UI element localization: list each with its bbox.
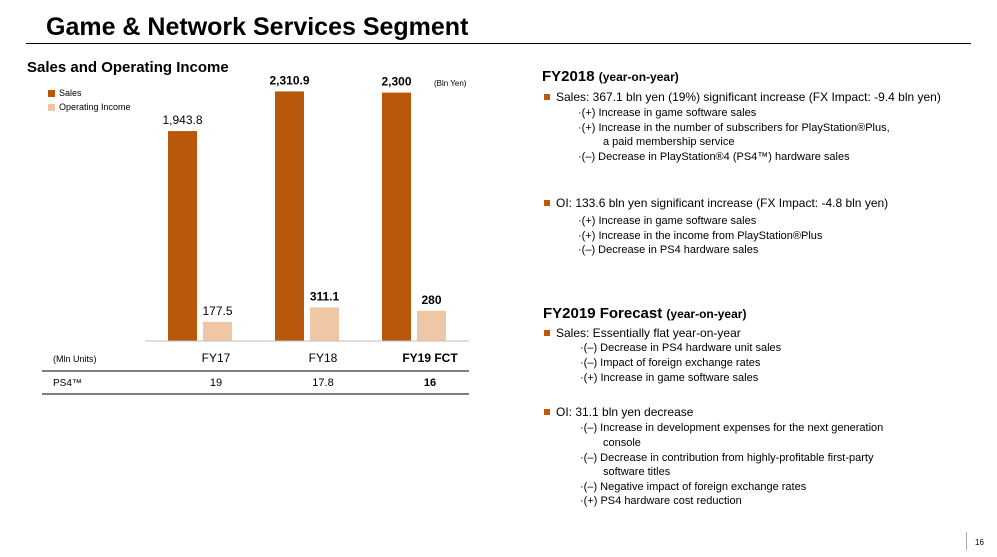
table-unit-label: (Mln Units) <box>53 354 97 364</box>
fy2018-sales-text: Sales: 367.1 bln yen (19%) significant increase (FX Impact: -9.4 bln yen) <box>556 90 941 104</box>
fy2019-oi-item: ·(–) Negative impact of foreign exchange rates <box>580 481 807 493</box>
fy2018-sales-item: a paid membership service <box>603 136 735 148</box>
category-label-0: FY17 <box>201 351 231 365</box>
page-number-divider <box>966 532 967 550</box>
fy2019-oi-text: OI: 31.1 bln yen decrease <box>556 405 694 419</box>
bullet-marker <box>544 200 550 206</box>
sales-bar-0 <box>168 131 197 341</box>
fy2018-oi-text: OI: 133.6 bln yen significant increase (FX Impact: -4.8 bln yen) <box>556 196 889 210</box>
category-label-2: FY19 FCT <box>402 351 458 365</box>
page-title: Game & Network Services Segment <box>46 13 469 41</box>
bullet-marker <box>544 94 550 100</box>
fy2019-sales-item: ·(–) Decrease in PS4 hardware unit sales <box>580 342 782 354</box>
fy2018-oi-item: ·(+) Increase in game software sales <box>578 215 757 227</box>
bullet-marker <box>544 409 550 415</box>
page-number: 16 <box>975 538 984 547</box>
fy2019-suffix: (year-on-year) <box>666 307 747 321</box>
oi-value-label-2: 280 <box>421 292 442 307</box>
fy2019-oi-bullet <box>544 405 693 419</box>
sales-bar-2 <box>382 93 411 341</box>
fy2019-sales-bullet <box>544 326 741 340</box>
sales-bar-1 <box>275 91 304 341</box>
fy2018-sales-item: ·(+) Increase in game software sales <box>578 107 757 119</box>
sales-value-label-2: 2,300 <box>381 74 412 89</box>
fy2019-oi-item: ·(+) PS4 hardware cost reduction <box>580 495 742 507</box>
fy2018-oi-item: ·(–) Decrease in PS4 hardware sales <box>578 244 759 256</box>
legend-label-sales: Sales <box>59 88 82 98</box>
fy2018-oi-item: ·(+) Increase in the income from PlayStation®Plus <box>578 230 823 242</box>
table-value-0: 19 <box>209 377 223 389</box>
oi-value-label-0: 177.5 <box>202 303 233 318</box>
sales-value-label-0: 1,943.8 <box>162 113 203 128</box>
unit-label: (Bln Yen) <box>434 79 467 88</box>
fy2019-header <box>543 305 746 322</box>
sales-value-label-1: 2,310.9 <box>269 73 310 88</box>
fy2019-oi-item: software titles <box>603 466 671 478</box>
bullet-marker <box>544 330 550 336</box>
fy2018-oi-bullet <box>544 196 888 210</box>
fy2018-sales-bullet <box>544 90 941 104</box>
fy2019-oi-item: console <box>603 437 641 449</box>
fy2019-sales-item: ·(+) Increase in game software sales <box>580 372 759 384</box>
fy2019-oi-item: ·(–) Decrease in contribution from highly-profitable first-party <box>580 452 874 464</box>
oi-bar-1 <box>310 307 339 341</box>
oi-bar-2 <box>417 311 446 341</box>
legend-label-oi: Operating Income <box>59 102 131 112</box>
fy2019-sales-item: ·(–) Impact of foreign exchange rates <box>580 357 761 369</box>
oi-bar-0 <box>203 322 232 341</box>
chart-subtitle: Sales and Operating Income <box>27 59 229 76</box>
table-row-label: PS4™ <box>53 378 82 389</box>
oi-value-label-1: 311.1 <box>309 289 340 304</box>
table-value-1: 17.8 <box>312 377 334 389</box>
fy2019-oi-item: ·(–) Increase in development expenses for the next generation <box>580 422 884 434</box>
table-value-2: 16 <box>423 377 437 389</box>
fy2018-sales-item: ·(+) Increase in the number of subscribers for PlayStation®Plus, <box>578 122 890 134</box>
fy2018-sales-item: ·(–) Decrease in PlayStation®4 (PS4™) hardware sales <box>578 151 850 163</box>
fy2019-title: FY2019 Forecast <box>543 305 663 322</box>
fy2018-suffix: (year-on-year) <box>598 70 679 84</box>
fy2018-header <box>542 68 679 85</box>
fy2019-sales-text: Sales: Essentially flat year-on-year <box>556 326 741 340</box>
fy2018-title: FY2018 <box>542 68 595 85</box>
category-label-1: FY18 <box>308 351 338 365</box>
